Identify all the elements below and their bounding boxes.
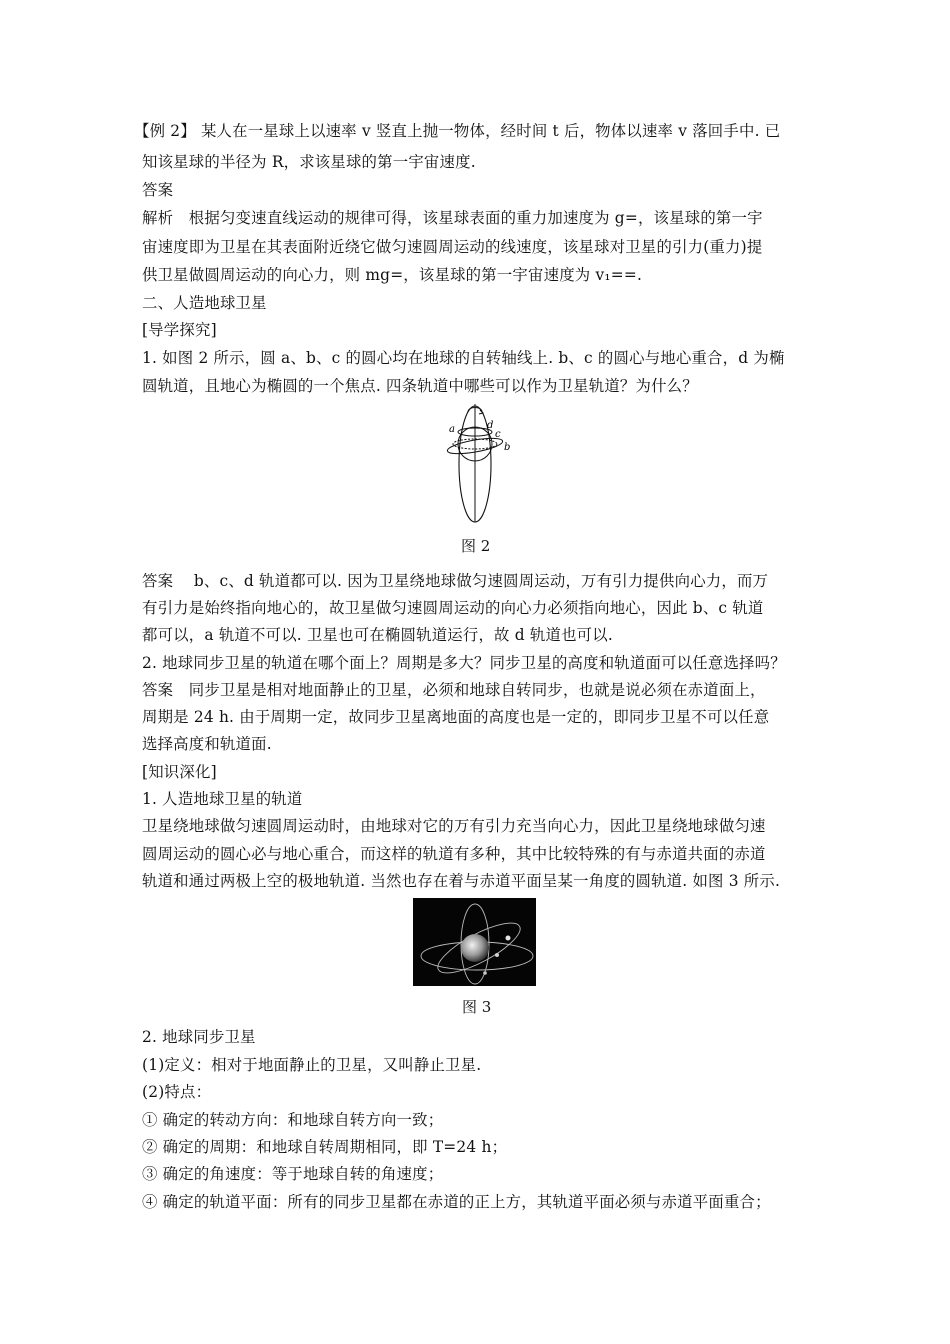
label-c: c bbox=[495, 429, 501, 440]
text-line-12: 有引力是始终指向地心的，故卫星做匀速圆周运动的向心力必须指向地心，因此 b、c 轨道 bbox=[142, 599, 764, 617]
label-b: b bbox=[504, 442, 511, 453]
label-d: d bbox=[487, 420, 494, 431]
satellite-2 bbox=[495, 953, 499, 957]
text-line-3: 答案 bbox=[142, 181, 174, 199]
figure-2-caption: 图 2 bbox=[461, 537, 491, 555]
text-line-19: 1. 人造地球卫星的轨道 bbox=[142, 790, 303, 808]
text-line-10: 圆轨道，且地心为椭圆的一个焦点. 四条轨道中哪些可以作为卫星轨道？为什么？ bbox=[142, 377, 698, 395]
text-line-20: 卫星绕地球做匀速圆周运动时，由地球对它的万有引力充当向心力，因此卫星绕地球做匀速 bbox=[142, 817, 766, 835]
text-line-8: [导学探究] bbox=[142, 321, 217, 339]
satellite-3 bbox=[483, 971, 487, 975]
text-line-4: 解析 根据匀变速直线运动的规律可得，该星球表面的重力加速度为 g=，该星球的第一宇 bbox=[142, 209, 763, 227]
text-line-9: 1. 如图 2 所示，圆 a、b、c 的圆心均在地球的自转轴线上. b、c 的圆心与地心重合，d 为椭 bbox=[142, 349, 785, 367]
figure-2-orbits-diagram bbox=[430, 402, 520, 524]
text-line-7: 二、人造地球卫星 bbox=[142, 294, 267, 312]
text-line-24: (1)定义：相对于地面静止的卫星，又叫静止卫星. bbox=[142, 1056, 482, 1074]
text-line-1: 【例 2】 某人在一星球上以速率 v 竖直上抛一物体，经时间 t 后，物体以速率 v 落回手中. 已 bbox=[134, 122, 781, 140]
label-a: a bbox=[449, 424, 455, 435]
text-line-21: 圆周运动的圆心必与地心重合，而这样的轨道有多种，其中比较特殊的有与赤道共面的赤道 bbox=[142, 845, 766, 863]
text-line-25: (2)特点： bbox=[142, 1083, 212, 1101]
text-line-16: 周期是 24 h. 由于周期一定，故同步卫星离地面的高度也是一定的，即同步卫星不可以任意 bbox=[142, 708, 770, 726]
figure-3-caption: 图 3 bbox=[462, 998, 492, 1016]
satellite-1 bbox=[506, 936, 511, 941]
text-line-2: 知该星球的半径为 R，求该星球的第一宇宙速度. bbox=[142, 153, 476, 171]
text-line-26: ① 确定的转动方向：和地球自转方向一致； bbox=[142, 1111, 444, 1129]
text-line-29: ④ 确定的轨道平面：所有的同步卫星都在赤道的正上方，其轨道平面必须与赤道平面重合； bbox=[142, 1193, 771, 1211]
figure-3-orbits-photo bbox=[413, 898, 536, 986]
text-line-15: 答案 同步卫星是相对地面静止的卫星，必须和地球自转同步，也就是说必须在赤道面上， bbox=[142, 681, 766, 699]
earth bbox=[461, 934, 489, 962]
text-line-28: ③ 确定的角速度：等于地球自转的角速度； bbox=[142, 1165, 444, 1183]
text-line-17: 选择高度和轨道面. bbox=[142, 735, 272, 753]
text-line-14: 2. 地球同步卫星的轨道在哪个面上？周期是多大？同步卫星的高度和轨道面可以任意选择吗？ bbox=[142, 654, 786, 672]
text-line-23: 2. 地球同步卫星 bbox=[142, 1028, 256, 1046]
text-line-18: [知识深化] bbox=[142, 763, 217, 781]
text-line-6: 供卫星做圆周运动的向心力，则 mg=，该星球的第一宇宙速度为 v₁==. bbox=[142, 266, 643, 284]
text-line-22: 轨道和通过两极上空的极地轨道. 当然也存在着与赤道平面呈某一角度的圆轨道. 如图 3 所示. bbox=[142, 872, 781, 890]
text-line-27: ② 确定的周期：和地球自转周期相同，即 T=24 h； bbox=[142, 1138, 508, 1156]
text-line-11: 答案 b、c、d 轨道都可以. 因为卫星绕地球做匀速圆周运动，万有引力提供向心力，而万 bbox=[142, 572, 769, 590]
text-line-5: 宙速度即为卫星在其表面附近绕它做匀速圆周运动的线速度，该星球对卫星的引力(重力)提 bbox=[142, 238, 763, 256]
text-line-13: 都可以，a 轨道不可以. 卫星也可在椭圆轨道运行，故 d 轨道也可以. bbox=[142, 626, 613, 644]
